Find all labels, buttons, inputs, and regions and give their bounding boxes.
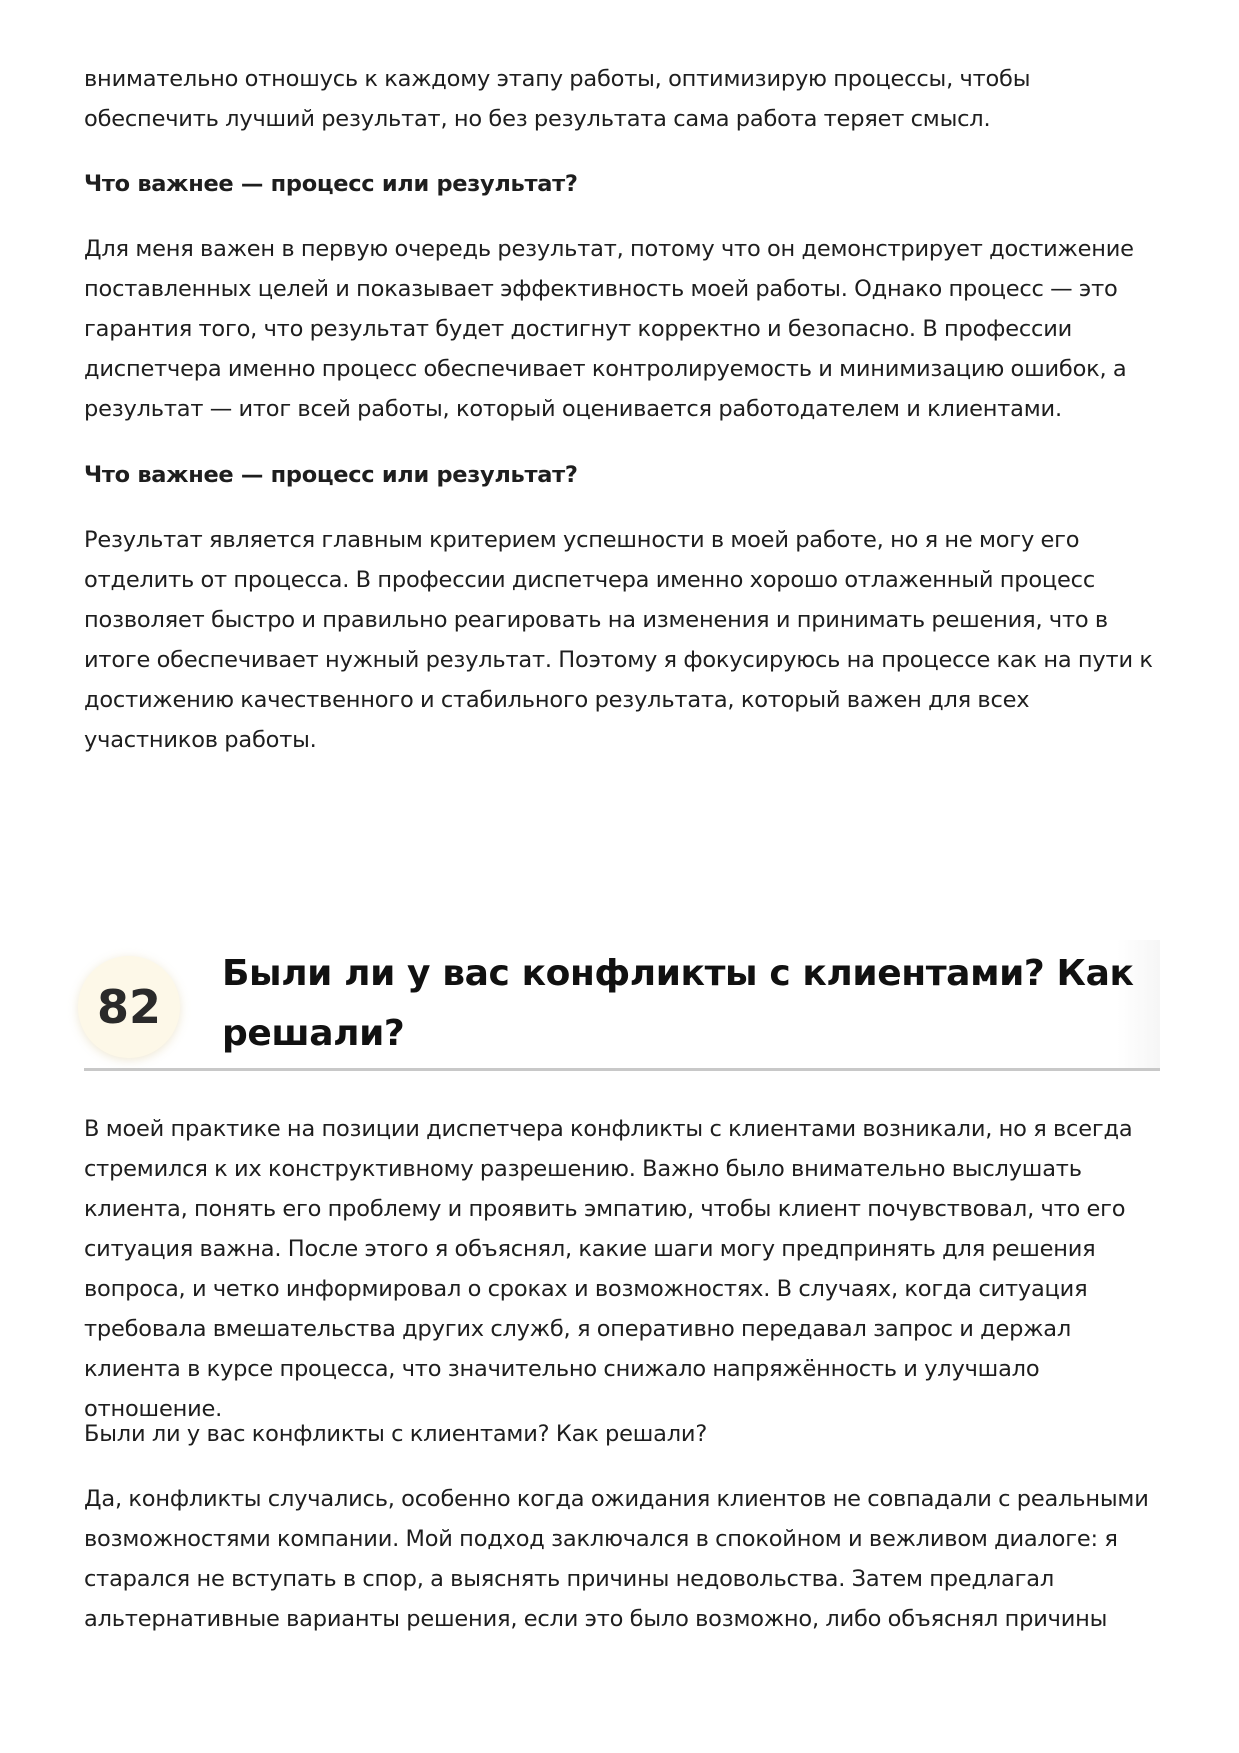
answer-paragraph: Да, конфликты случались, особенно когда ожидания клиентов не совпадали с реальными возможностями компании. Мой подход заключался в спокойном и вежливом диалоге: я старался не вступать в спор, а выяснять причины недовольства. Затем предлагал альтернативные варианты решения, если это было возможно, либо объяснял причины <box>84 1486 1149 1632</box>
answer-paragraph: Для меня важен в первую очередь результат, потому что он демонстрирует достижение поставленных целей и показывает эффективность моей работы. Однако процесс — это гарантия того, что результат будет достигнут корректно и безопасно. В профессии диспетчера именно процесс обеспечивает контролируемость и минимизацию ошибок, а результат — итог всей работы, который оценивается работодателем и клиентами. <box>84 236 1134 422</box>
question-repeat: Были ли у вас конфликты с клиентами? Как решали? <box>84 1421 708 1447</box>
section-number-badge: 82 <box>78 956 180 1058</box>
answer-paragraph: В моей практике на позиции диспетчера конфликты с клиентами возникали, но я всегда стремился к их конструктивному разрешению. Важно было внимательно выслушать клиента, понять его проблему и проявить эмпатию, чтобы клиент почувствовал, что его ситуация важна. После этого я объяснял, какие шаги могу предпринять для решения вопроса, и четко информировал о сроках и возможностях. В случаях, когда ситуация требовала вмешательства других служб, я оперативно передавал запрос и держал клиента в курсе процесса, что значительно снижало напряжённость и улучшало отношение. <box>84 1116 1133 1422</box>
answer-paragraph: Результат является главным критерием успешности в моей работе, но я не могу его отделить от процесса. В профессии диспетчера именно хорошо отлаженный процесс позволяет быстро и правильно реагировать на изменения и принимать решения, что в итоге обеспечивает нужный результат. Поэтому я фокусируюсь на процессе как на пути к достижению качественного и стабильного результата, который важен для всех участников работы. <box>84 527 1153 753</box>
section-title: Были ли у вас конфликты с клиентами? Как решали? <box>222 953 1134 1054</box>
section-header <box>84 940 1160 1071</box>
intro-paragraph: внимательно отношусь к каждому этапу работы, оптимизирую процессы, чтобы обеспечить лучший результат, но без результата сама работа теряет смысл. <box>84 66 1031 132</box>
question-heading: Что важнее — процесс или результат? <box>84 462 578 488</box>
question-heading: Что важнее — процесс или результат? <box>84 171 578 197</box>
